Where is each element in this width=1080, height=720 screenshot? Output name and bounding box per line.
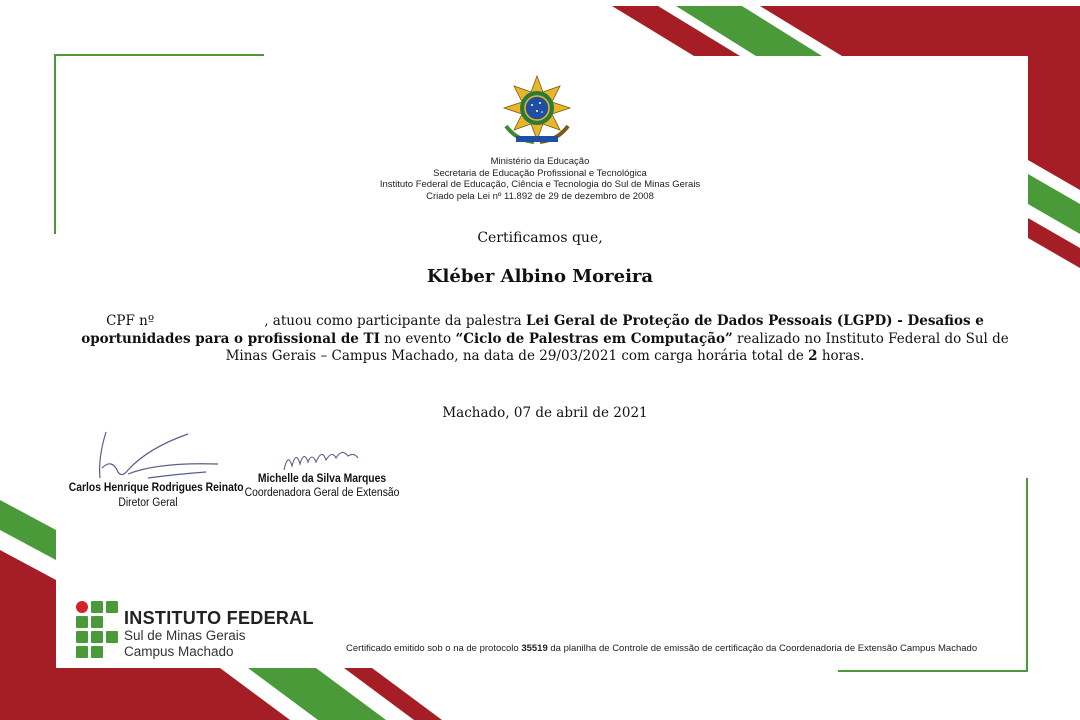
if-logo-line-campus: Campus Machado [124,644,234,659]
header-line-institute: Instituto Federal de Educação, Ciência e Tecnologia do Sul de Minas Gerais [379,179,701,190]
institution-header [0,156,1080,202]
body-text-2: no evento [379,330,456,347]
header-line-ministry: Ministério da Educação [490,156,590,167]
recipient-name: Kléber Albino Moreira [426,266,654,287]
protocol-number: 35519 [521,643,548,654]
protocol-prefix: Certificado emitido sob o na de protocolo [346,643,522,654]
signatory-name: Michelle da Silva Marques [257,473,387,485]
signatory-role: Coordenadora Geral de Extensão [244,487,400,499]
certify-intro: Certificamos que, [477,230,603,246]
signature-block-director [60,482,244,509]
body-text-4: horas. [817,348,865,364]
if-logo-line-region: Sul de Minas Gerais [124,628,246,643]
if-logo-title: INSTITUTO FEDERAL [124,608,314,628]
talk-title: Lei Geral de Proteção de Dados Pessoais (LGPD) - Desafios e oportunidades para o profissional de TI [81,313,984,347]
protocol-note [346,643,977,654]
body-text-3: realizado no Instituto Federal do Sul de Minas Gerais – Campus Machado, na data de 29/03/2021 com carga horária total de [225,330,1009,364]
header-line-law: Criado pela Lei nº 11.892 de 29 de dezembro de 2008 [426,190,654,202]
frame-line-bottom [838,670,1028,672]
place-and-date: Machado, 07 de abril de 2021 [442,405,648,421]
frame-line-top [54,54,264,56]
signature-scribble-coordinator [282,446,362,476]
event-name: “Ciclo de Palestras em Computação” [455,330,733,347]
if-logo-red-circle [76,601,88,613]
signature-scribble-director [88,428,222,488]
frame-line-left [54,54,56,234]
signature-block-coordinator [234,473,410,499]
hours-value: 2 [808,348,818,364]
signatory-role: Diretor Geral [118,497,178,509]
frame-line-right [1026,478,1028,672]
brazil-coat-of-arms-emblem [496,74,578,148]
body-text-1: , atuou como participante da palestra [264,313,526,329]
cpf-label: CPF nº [106,313,155,329]
protocol-suffix: da planilha de Controle de emissão de certificação da Coordenadoria de Extensão Campus Machado [547,643,978,654]
signatory-name: Carlos Henrique Rodrigues Reinato [68,482,244,494]
header-line-secretariat: Secretaria de Educação Profissional e Tecnológica [433,167,647,179]
certificate-body [70,313,1020,366]
